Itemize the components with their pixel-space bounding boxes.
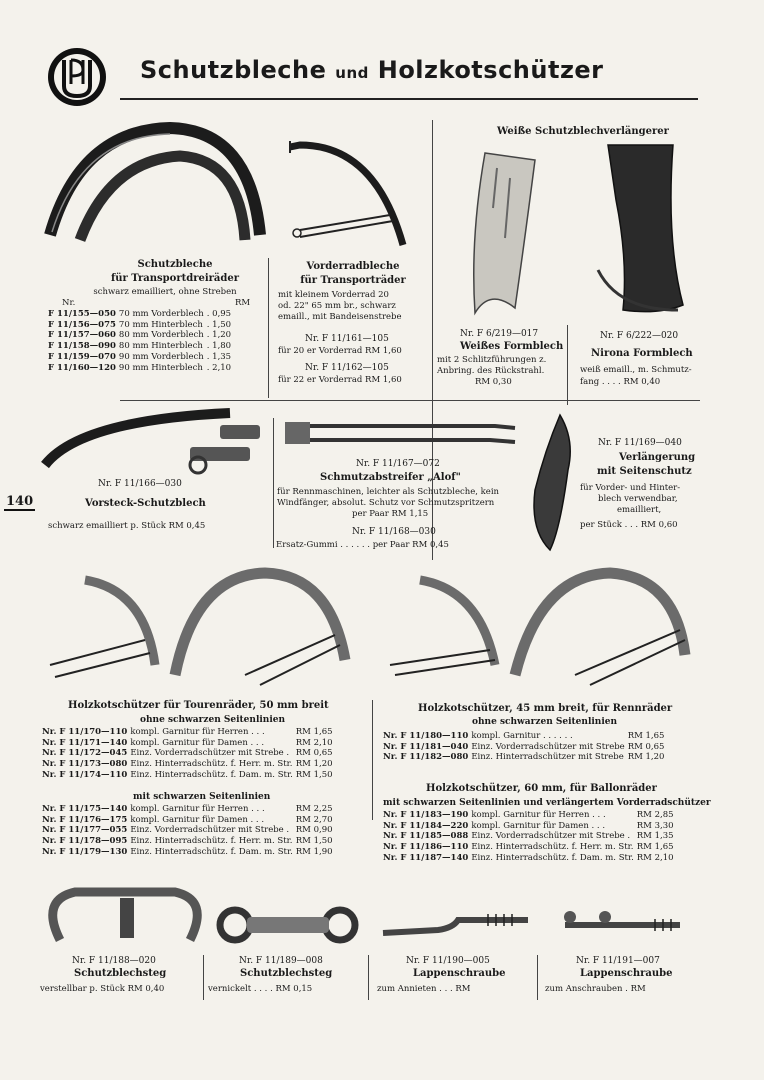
table-cell: Nr. F 11/179—130: [42, 846, 128, 857]
table-row: [48, 309, 234, 320]
p1-col-rm: RM: [235, 298, 251, 308]
p11-desc: verstellbar p. Stück RM 0,40: [40, 984, 165, 994]
table-cell: kompl. Garnitur für Herren . . .: [471, 810, 606, 820]
table-cell: Nr. F 11/172—045: [42, 748, 128, 759]
table-cell: F 11/160—120: [48, 362, 116, 373]
table-cell: RM 1,65: [295, 727, 333, 737]
alof-scraper-image: [280, 418, 525, 448]
p6-desc-1: für Rennmaschinen, leichter als Schutzbleche, kein: [277, 487, 500, 497]
transport-fender-image: [40, 120, 270, 250]
table-cell: Nr. F 11/186—110: [383, 842, 469, 853]
p2-desc-3: emaill., mit Bandeisenstrebe: [278, 312, 402, 322]
p1-price-table: [48, 309, 234, 373]
table-cell: RM 1,35: [636, 831, 674, 842]
p6-desc-2: Windfänger, absolut. Schutz vor Schmutzspritzern: [277, 498, 495, 508]
divider: [203, 955, 204, 1000]
p5-nr: Nr. F 11/166—030: [98, 479, 182, 489]
table-cell: Einz. Vorderradschützer mit Strebe .: [130, 748, 290, 759]
p2-title: Vorderradbleche: [306, 261, 400, 272]
touring-wood-guards-image: [45, 565, 365, 695]
p3-header: Weiße Schutzblechverlängerer: [497, 126, 669, 137]
p3-title: Weißes Formblech: [460, 341, 564, 352]
table-row: [48, 330, 234, 341]
p6-nr-2: Nr. F 11/168—030: [352, 527, 436, 537]
divider: [120, 400, 700, 401]
table-cell: Einz. Vorderradschützer mit Strebe .: [130, 825, 290, 836]
table-cell: Nr. F 11/182—080: [383, 752, 469, 763]
p8-sub-1: ohne schwarzen Seitenlinien: [140, 715, 286, 725]
header-rule: [120, 98, 698, 100]
nirona-mudflap-image: [588, 140, 693, 320]
p3-nr: Nr. F 6/219—017: [460, 329, 539, 339]
table-cell: Nr. F 11/183—190: [383, 810, 469, 820]
table-cell: Einz. Vorderradschützer mit Strebe .: [471, 831, 631, 842]
table-cell: RM 2,70: [295, 814, 333, 825]
table-cell: F 11/157—060: [48, 330, 116, 341]
table-cell: F 11/158—090: [48, 341, 116, 352]
table-cell: Nr. F 11/181—040: [383, 741, 469, 752]
p6-title: Schmutzabstreifer „Alof": [320, 472, 461, 483]
p7-desc-3: emailliert,: [617, 505, 662, 515]
table-cell: kompl. Garnitur für Herren . . .: [130, 727, 265, 737]
table-row: [42, 836, 336, 847]
table-cell: Nr. F 11/176—175: [42, 814, 128, 825]
table-cell: RM 2,85: [636, 810, 674, 820]
table-cell: kompl. Garnitur . . . . . .: [471, 731, 573, 741]
table-row: [48, 363, 234, 374]
p8-title: Holzkotschützer für Tourenräder, 50 mm breit: [68, 700, 329, 711]
p12-title: Schutzblechsteg: [240, 968, 333, 979]
table-row: [48, 341, 234, 352]
p5-desc: schwarz emailliert p. Stück RM 0,45: [48, 521, 206, 531]
p7-title-1: Verlängerung: [619, 452, 696, 463]
table-cell: RM 1,20: [627, 752, 665, 763]
p2-desc-1: mit kleinem Vorderrad 20: [278, 290, 389, 300]
table-cell: F 11/155—050: [48, 309, 116, 319]
table-row: [42, 748, 336, 759]
table-row: [42, 815, 336, 826]
table-cell: RM 2,10: [295, 737, 333, 748]
p10-title: Holzkotschützer, 60 mm, für Ballonräder: [426, 783, 657, 794]
table-cell: Nr. F 11/175—140: [42, 804, 128, 814]
p7-nr: Nr. F 11/169—040: [598, 438, 682, 448]
divider: [372, 700, 373, 820]
table-cell: Nr. F 11/184—220: [383, 820, 469, 831]
nickel-stay-image: [215, 895, 365, 950]
divider: [273, 418, 274, 548]
table-row: [383, 821, 677, 832]
table-cell: F 11/156—075: [48, 319, 116, 330]
table-row: [42, 804, 336, 815]
table-cell: RM 2,10: [636, 852, 674, 863]
title-und: und: [335, 64, 369, 82]
table-cell: Nr. F 11/177—055: [42, 825, 128, 836]
table-cell: kompl. Garnitur für Herren . . .: [130, 804, 265, 814]
table-cell: 90 mm Hinterblech: [118, 362, 203, 373]
page-number: 140: [6, 494, 34, 509]
table-cell: 80 mm Vorderblech: [118, 330, 204, 341]
p8-price-table-1: [42, 727, 336, 781]
p1-subtitle: für Transportdreiräder: [110, 273, 240, 284]
table-row: [383, 742, 667, 753]
table-cell: Einz. Hinterradschütz. f. Dam. m. Str.: [130, 846, 293, 857]
table-row: [383, 853, 677, 864]
p4-nr: Nr. F 6/222—020: [600, 331, 679, 341]
p2-line-1: für 20 er Vorderrad RM 1,60: [278, 346, 402, 356]
table-cell: Einz. Hinterradschütz. f. Herr. m. Str.: [471, 842, 634, 853]
p14-nr: Nr. F 11/191—007: [576, 956, 660, 966]
table-row: [383, 842, 677, 853]
table-cell: 80 mm Hinterblech: [118, 341, 203, 352]
table-cell: . 1,80: [206, 341, 232, 352]
screw-lug-screw-image: [555, 905, 690, 945]
table-cell: . 0,95: [206, 309, 232, 319]
table-cell: Einz. Hinterradschütz. f. Dam. m. Str.: [130, 769, 293, 780]
table-cell: . 1,35: [206, 351, 232, 362]
table-cell: 70 mm Hinterblech: [118, 319, 203, 330]
p8-sub-2: mit schwarzen Seitenlinien: [133, 792, 271, 802]
table-cell: Nr. F 11/178—095: [42, 836, 128, 847]
p3-desc-1: mit 2 Schlitzführungen z.: [437, 355, 547, 365]
table-cell: Nr. F 11/171—140: [42, 737, 128, 748]
p5-title: Vorsteck-Schutzblech: [85, 498, 206, 509]
p4-title: Nirona Formblech: [591, 348, 693, 359]
p8-price-table-2: [42, 804, 336, 858]
side-guard-extension-image: [520, 410, 580, 560]
table-cell: Nr. F 11/185—088: [383, 831, 469, 842]
p1-col-nr: Nr.: [62, 298, 76, 308]
p13-nr: Nr. F 11/190—005: [406, 956, 490, 966]
table-cell: RM 1,20: [295, 759, 333, 770]
p2-line-2: für 22 er Vorderrad RM 1,60: [278, 375, 402, 385]
table-cell: Nr. F 11/173—080: [42, 759, 128, 770]
table-cell: . 1,20: [206, 330, 232, 341]
p13-desc: zum Annieten . . . RM: [377, 984, 471, 994]
table-cell: Einz. Hinterradschütz. f. Herr. m. Str.: [130, 836, 293, 847]
table-cell: . 1,50: [206, 319, 232, 330]
p3-desc-2: Anbring. des Rückstrahl.: [437, 366, 545, 376]
p9-price-table: [383, 731, 667, 763]
p7-desc-4: per Stück . . . RM 0,60: [580, 520, 678, 530]
p7-title-2: mit Seitenschutz: [597, 466, 692, 477]
p2-nr-2: Nr. F 11/162—105: [305, 363, 389, 373]
table-cell: Nr. F 11/187—140: [383, 852, 469, 863]
divider: [368, 955, 369, 1000]
table-cell: RM 0,65: [627, 741, 665, 752]
table-cell: Einz. Hinterradschütz. f. Dam. m. Str.: [471, 852, 634, 863]
table-cell: RM 0,90: [295, 825, 333, 836]
p11-title: Schutzblechsteg: [74, 968, 167, 979]
divider: [567, 325, 568, 405]
p12-desc: vernickelt . . . . RM 0,15: [208, 984, 313, 994]
table-cell: Einz. Hinterradschütz. f. Herr. m. Str.: [130, 759, 293, 770]
table-cell: F 11/159—070: [48, 351, 116, 362]
table-cell: RM 2,25: [295, 804, 333, 814]
title-part-1: Schutzbleche: [140, 56, 327, 84]
table-cell: Einz. Vorderradschützer mit Strebe: [471, 741, 625, 752]
table-cell: RM 3,30: [636, 820, 674, 831]
p11-nr: Nr. F 11/188—020: [72, 956, 156, 966]
table-cell: RM 1,50: [295, 769, 333, 780]
table-cell: 70 mm Vorderblech: [118, 309, 204, 319]
front-fender-image: [285, 135, 415, 250]
p1-title: Schutzbleche: [137, 259, 213, 270]
table-cell: Einz. Hinterradschützer mit Strebe: [471, 752, 624, 763]
p13-title: Lappenschraube: [413, 968, 506, 979]
table-row: [383, 810, 677, 821]
table-cell: RM 1,65: [627, 731, 665, 741]
table-row: [383, 731, 667, 742]
adjustable-stay-image: [35, 880, 215, 950]
table-cell: RM 1,50: [295, 836, 333, 847]
table-row: [42, 770, 336, 781]
clip-on-fender-image: [40, 405, 270, 480]
table-cell: kompl. Garnitur für Damen . . .: [471, 820, 606, 831]
p6-desc-4: Ersatz-Gummi . . . . . . per Paar RM 0,45: [276, 540, 449, 550]
divider: [537, 955, 538, 1000]
table-row: [48, 320, 234, 331]
table-cell: RM 0,65: [295, 748, 333, 759]
brand-logo: [46, 46, 108, 108]
table-cell: . 2,10: [206, 362, 232, 373]
p9-sub: ohne schwarzen Seitenlinien: [472, 717, 618, 727]
racing-wood-guards-image: [380, 565, 700, 695]
table-row: [42, 727, 336, 738]
p6-desc-3: per Paar RM 1,15: [352, 509, 429, 519]
table-cell: Nr. F 11/180—110: [383, 731, 469, 741]
table-row: [48, 352, 234, 363]
table-cell: kompl. Garnitur für Damen . . .: [130, 814, 265, 825]
p2-nr-1: Nr. F 11/161—105: [305, 334, 389, 344]
p12-nr: Nr. F 11/189—008: [239, 956, 323, 966]
table-row: [383, 831, 677, 842]
p14-title: Lappenschraube: [580, 968, 673, 979]
table-row: [383, 752, 667, 763]
p7-desc-2: blech verwendbar,: [598, 494, 678, 504]
p4-desc-2: fang . . . . RM 0,40: [580, 377, 661, 387]
table-row: [42, 738, 336, 749]
p4-desc-1: weiß emaill., m. Schmutz-: [580, 365, 692, 375]
p2-subtitle: für Transporträder: [300, 275, 406, 286]
table-row: [42, 759, 336, 770]
p1-desc: schwarz emailliert, ohne Streben: [93, 287, 237, 297]
p10-price-table: [383, 810, 677, 864]
p14-desc: zum Anschrauben . RM: [545, 984, 646, 994]
table-cell: 90 mm Vorderblech: [118, 351, 204, 362]
p2-desc-2: od. 22" 65 mm br., schwarz: [278, 301, 396, 311]
table-row: [42, 847, 336, 858]
p10-sub: mit schwarzen Seitenlinien und verlängertem Vorderradschützer: [383, 798, 711, 808]
table-row: [42, 825, 336, 836]
table-cell: RM 1,65: [636, 842, 674, 853]
title-part-2: Holzkotschützer: [377, 56, 604, 84]
page-title: [140, 56, 604, 84]
table-cell: kompl. Garnitur für Damen . . .: [130, 737, 265, 748]
table-cell: Nr. F 11/174—110: [42, 769, 128, 780]
table-cell: RM 1,90: [295, 846, 333, 857]
table-cell: Nr. F 11/170—110: [42, 727, 128, 737]
white-mudflap-image: [455, 148, 545, 318]
brand-logo-mark: [46, 46, 108, 108]
rivet-lug-screw-image: [378, 908, 538, 948]
p3-price: RM 0,30: [475, 377, 512, 387]
p6-nr: Nr. F 11/167—072: [356, 459, 440, 469]
p9-title: Holzkotschützer, 45 mm breit, für Rennräder: [418, 703, 673, 714]
p7-desc-1: für Vorder- und Hinter-: [580, 483, 681, 493]
